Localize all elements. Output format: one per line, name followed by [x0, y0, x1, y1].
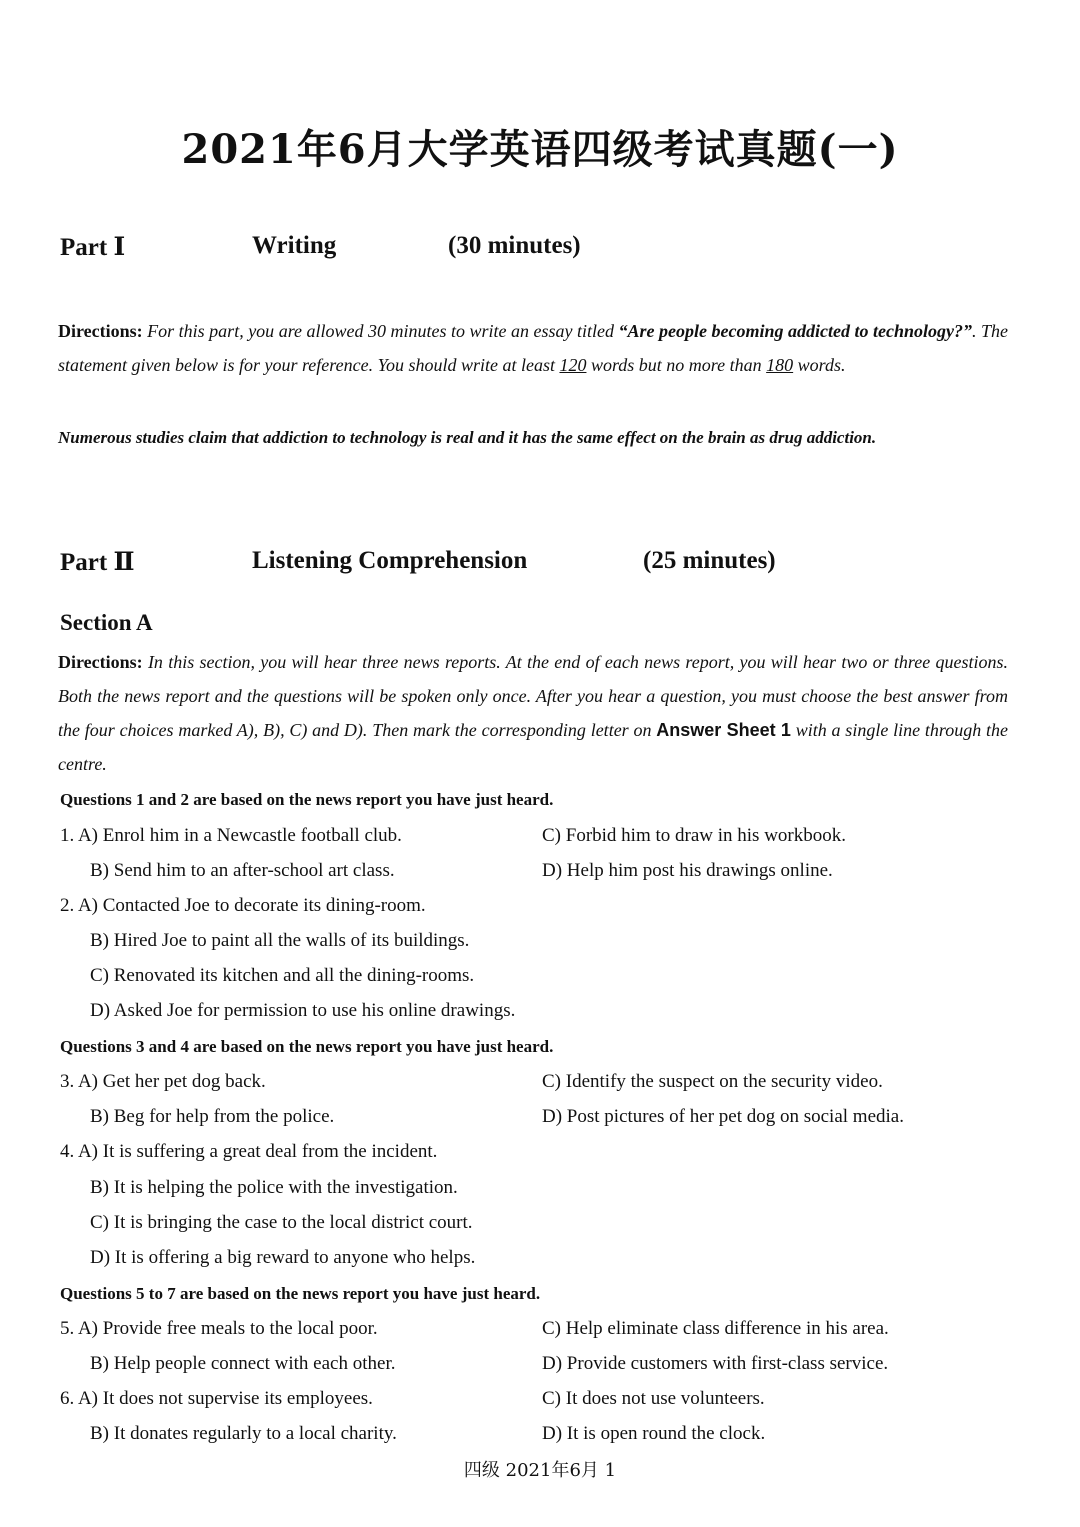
q6-option-d: D) It is open round the clock.	[542, 1423, 766, 1444]
q3-option-d: D) Post pictures of her pet dog on social media.	[542, 1106, 904, 1127]
section-a-title: Section A	[60, 610, 153, 635]
q4-option-c: C) It is bringing the case to the local district court.	[90, 1212, 473, 1233]
min-words: 120	[559, 355, 587, 375]
q6-option-c: C) It does not use volunteers.	[542, 1388, 765, 1409]
part-2-label: Part Ⅱ	[60, 549, 135, 576]
directions-text-c: words but no more than	[590, 355, 762, 375]
q3-option-c: C) Identify the suspect on the security video.	[542, 1071, 883, 1092]
page-title: 2021年6月大学英语四级考试真题(一)	[181, 126, 899, 173]
part-2-name: Listening Comprehension	[252, 547, 528, 574]
question-group-header: Questions 1 and 2 are based on the news report you have just heard.	[60, 790, 554, 809]
q2-option-b: B) Hired Joe to paint all the walls of its buildings.	[90, 930, 470, 951]
q4-option-d: D) It is offering a big reward to anyone who helps.	[90, 1247, 476, 1268]
directions-label: Directions:	[58, 321, 143, 341]
directions-text-a: For this part, you are allowed 30 minutes to write an essay titled	[147, 321, 615, 341]
writing-statement: Numerous studies claim that addiction to technology is real and it has the same effect on the brain as drug addiction.	[58, 428, 877, 447]
q5-option-a: 5. A) Provide free meals to the local poor.	[60, 1318, 378, 1339]
part-2-time: (25 minutes)	[643, 547, 776, 574]
q2-option-a: 2. A) Contacted Joe to decorate its dining-room.	[60, 895, 426, 916]
directions-text-a: In this section, you will hear three news reports. At the end of each news report, you will hear two or three questions. Both the news report and the questions will be spoken only once. After you hear a question, you must choose the best answer from the four choices marked A), B), C) and D). Then mark the corresponding letter on	[58, 652, 1008, 740]
q2-option-c: C) Renovated its kitchen and all the dining-rooms.	[90, 965, 475, 986]
q4-option-b: B) It is helping the police with the investigation.	[90, 1177, 458, 1198]
answer-sheet-label: Answer Sheet 1	[656, 720, 791, 740]
q2-option-d: D) Asked Joe for permission to use his online drawings.	[90, 1000, 516, 1021]
q5-option-b: B) Help people connect with each other.	[90, 1353, 396, 1374]
essay-title: “Are people becoming addicted to technology?”	[618, 321, 973, 341]
directions-text-b: with a single line through the centre.	[58, 720, 1008, 774]
q1-option-c: C) Forbid him to draw in his workbook.	[542, 825, 846, 846]
part-1-directions	[58, 314, 1008, 382]
q1-option-b: B) Send him to an after-school art class.	[90, 860, 395, 881]
part-1-name: Writing	[252, 232, 337, 259]
q1-option-d: D) Help him post his drawings online.	[542, 860, 833, 881]
q6-option-b: B) It donates regularly to a local charity.	[90, 1423, 397, 1444]
part-1-label: Part Ⅰ	[60, 234, 126, 261]
directions-text-d: words.	[797, 355, 846, 375]
q6-option-a: 6. A) It does not supervise its employees.	[60, 1388, 373, 1409]
question-group-header: Questions 5 to 7 are based on the news report you have just heard.	[60, 1284, 541, 1303]
q5-option-c: C) Help eliminate class difference in his area.	[542, 1318, 889, 1339]
part-1-time: (30 minutes)	[448, 232, 581, 259]
question-group-header: Questions 3 and 4 are based on the news report you have just heard.	[60, 1037, 554, 1056]
directions-text-b: . The statement given below is for your reference. You should write at least	[58, 321, 1009, 375]
directions-label: Directions:	[58, 652, 143, 672]
q5-option-d: D) Provide customers with first-class service.	[542, 1353, 889, 1374]
part-2-directions	[58, 645, 1008, 781]
page-footer: 四级 2021年6月 1	[463, 1460, 617, 1481]
q4-option-a: 4. A) It is suffering a great deal from the incident.	[60, 1141, 438, 1162]
q3-option-a: 3. A) Get her pet dog back.	[60, 1071, 266, 1092]
q1-option-a: 1. A) Enrol him in a Newcastle football club.	[60, 825, 402, 846]
q3-option-b: B) Beg for help from the police.	[90, 1106, 335, 1127]
max-words: 180	[766, 355, 794, 375]
